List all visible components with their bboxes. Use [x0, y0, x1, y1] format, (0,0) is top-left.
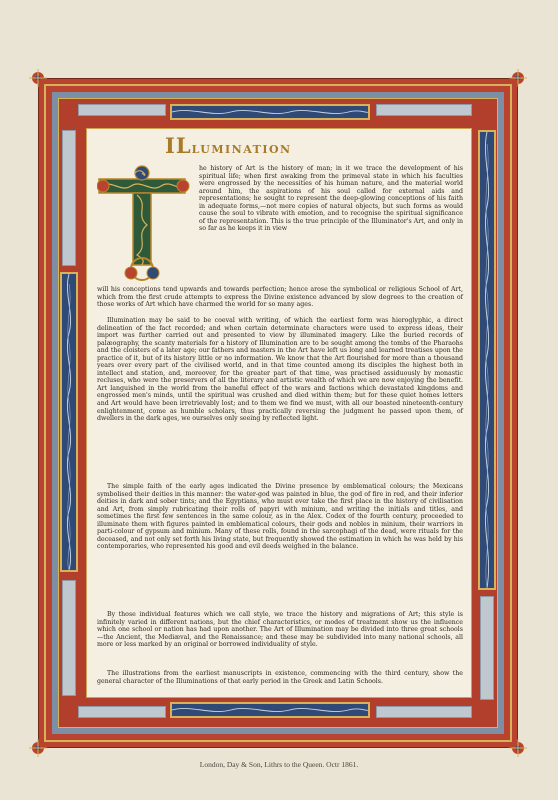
silver-bar-bottom-right [376, 706, 472, 718]
silver-bar-left-top [62, 130, 76, 266]
ornament-panel-left [60, 272, 78, 572]
silver-bar-left-bottom [62, 580, 76, 696]
publisher-imprint: London, Day & Son, Lithrs to the Queen. Octr 1861. [199, 760, 359, 769]
ornament-panel-bottom [170, 702, 370, 718]
silver-bar-top-right [376, 104, 472, 116]
corner-ornament-icon [29, 739, 47, 757]
paragraph-1: he history of Art is the history of man; in it we trace the development of his spiritual life; when first awaking from the primeval state in which his faculties were engrossed by the necessities of his human nature, and the material world around him, the aspirations of his soul called for external aids and representations; he sought to represent the deep-glowing conceptions of his faith in adequate forms,—not mere copies of natural objects, but such forms as would cause the soul to vibrate with emotion, and to recognise the spiritual significance of the representation. This is the true principle of the Illuminator's Art, and only in so far as he keeps it in view [199, 165, 463, 233]
corner-ornament-icon [509, 69, 527, 87]
paragraph-5: The illustrations from the earliest manuscripts in existence, commencing with the third century, show the general character of the Illuminations of that early period in the Greek and Latin Schools. [97, 670, 463, 685]
ornament-panel-right [478, 130, 496, 590]
silver-bar-top-left [78, 104, 166, 116]
silver-bar-bottom-left [78, 706, 166, 718]
paragraph-4: By those individual features which we call style, we trace the history and migrations of Art; this style is infinitely varied in different nations, but the chief characteristics, or modes of treatment show us the influence which one school or nation has had upon another. The Art of Illumination may be divided into three great schools—the Ancient, the Mediæval, and the Renaissance; and these may be subdivided into many national schools, all more or less marked by an original or borrowed individuality of style. [97, 611, 463, 649]
illuminated-initial-icon [97, 143, 191, 283]
title-rest: lumination [191, 139, 292, 157]
silver-bar-right-bottom [480, 596, 494, 700]
paragraph-2: Illumination may be said to be coeval with writing, of which the earliest form was hieroglyphic, a direct delineation of the fact recorded; and when certain determinate characters were used to express ideas, their import was further carried out and presented to view by illuminated imagery. Like the buried records of palæography, the scanty materials for a history of Illumination are to be sought among the tombs of the Pharaohs and the cloisters of a later age; our fathers and masters in the Art have left us long and learned treatises upon the practice of it, but of its history little or no information. We know that the Art flourished for more than a thousand years over every part of the civilised world, and in that time counted among its disciples the highest both in intellect and station, and, moreover, for the greater part of that time, was practised assiduously by monastic recluses, who were the preservers of all the literary and artistic wealth of which we are now enjoying the benefit. Art languished in the world from the baneful effect of the wars and factions which devastated kingdoms and engrossed men's minds, until the spiritual was crushed and died within them; but for these quiet homes letters and Art would have been irretrievably lost; and to them we find we must, with all our boasted nineteenth-century enlightenment, come as humble scholars, thus practically reversing the judgment he passed upon them, of dwellers in the dark ages, we ourselves only seeing by reflected light. [97, 317, 463, 423]
text-page [86, 128, 472, 698]
paragraph-3: The simple faith of the early ages indicated the Divine presence by emblematical colours; the Mexicans symbolised their deities in this manner: the water-god was painted in blue, the god of fire in red, and their inferior deities in dark and sober tints; and the Egyptians, who must ever take the first place in the history of civilisation and Art, from simply rubricating their rolls of papyri with minium, and writing the initials and titles, and sometimes the first few sentences in the same colour, as in the Alex. Codex of the fourth century, proceeded to illuminate them with figures painted in emblematical colours, their gods and nobles in minium, their warriors in parti-colour of gypsum and minium. Many of these rolls, found in the sarcophagi of the dead, were rituals for the deceased, and not only set forth his living state, but frequently showed the estimation in which he was held by his contemporaries, who represented his good and evil deeds weighed in the balance. [97, 483, 463, 551]
page-title [165, 133, 292, 158]
corner-ornament-icon [29, 69, 47, 87]
corner-ornament-icon [509, 739, 527, 757]
paragraph-1-continued: will his conceptions tend upwards and towards perfection; hence arose the symbolical or religious School of Art, which from the first crude attempts to express the Divine existence advanced by slow degrees to the creation of those works of Art which have charmed the world for so many ages. [97, 286, 463, 309]
title-initials: IL [165, 133, 192, 158]
ornament-panel-top [170, 104, 370, 120]
